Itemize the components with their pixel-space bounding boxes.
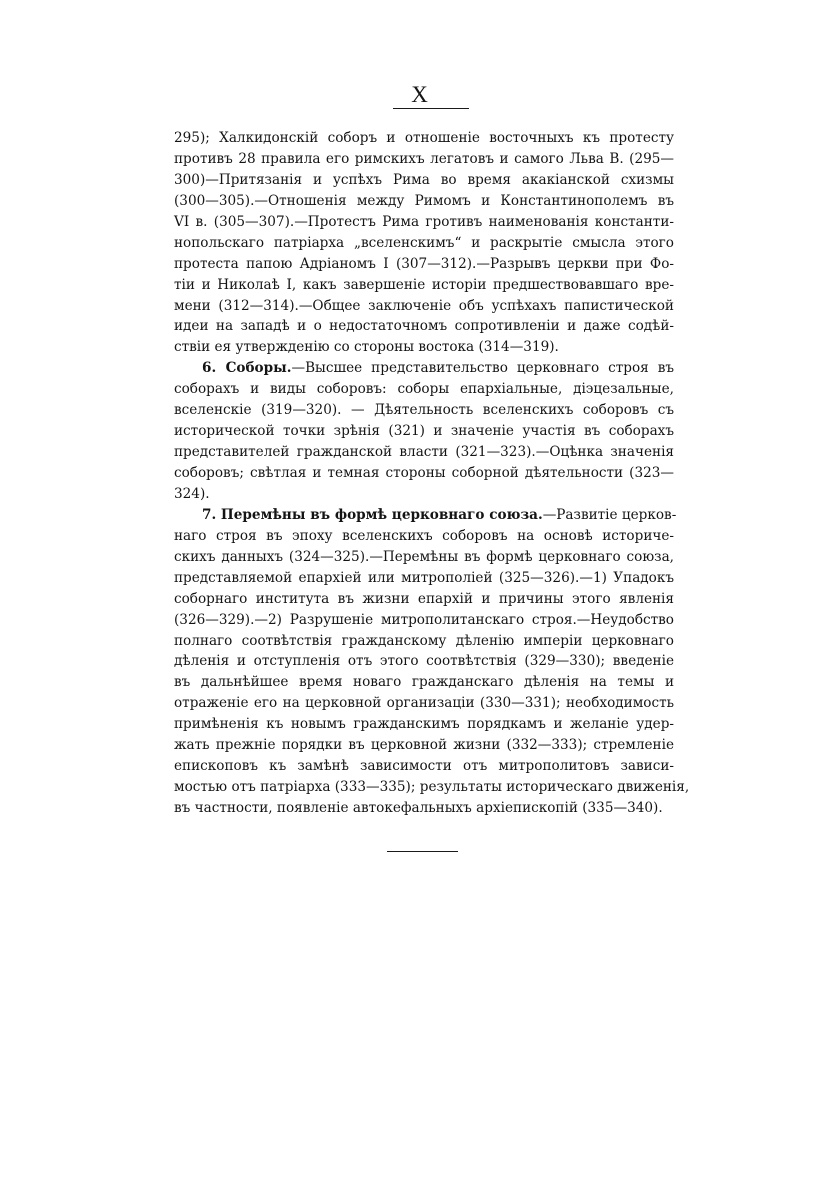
body-text: [174, 128, 690, 819]
text-line: противъ 28 правила его римскихъ легатовъ и самого Льва В. (295—: [174, 150, 674, 167]
text-line: вселенскіе (319—320). — Дѣятельность вселенскихъ соборовъ съ: [174, 402, 674, 419]
header-rule: [393, 108, 469, 109]
text-line: [174, 358, 674, 379]
text-line: протеста папою Адріаномъ I (307—312).—Разрывъ церкви при Фо-: [174, 255, 674, 272]
text-line: скихъ данныхъ (324—325).—Перемѣны въ формѣ церковнаго союза,: [174, 548, 674, 565]
text-line: полнаго соотвѣтствія гражданскому дѣленію имперіи церковнаго: [174, 632, 674, 649]
page-header: [0, 82, 840, 108]
paragraph-sobory: [174, 358, 674, 505]
text-line: VI в. (305—307).—Протестъ Рима гротивъ наименованія константи-: [174, 213, 674, 230]
text-line: тіи и Николаѣ I, какъ завершеніе исторіи предшествовавшаго вре-: [174, 276, 674, 293]
text-line: исторической точки зрѣнія (321) и значеніе участія въ соборахъ: [174, 423, 674, 440]
paragraph-lead: —Развитіе церков-: [542, 506, 677, 523]
text-line: въ частности, появленіе автокефальныхъ архіепископій (335—340).: [174, 800, 663, 816]
paragraph-heading: 7. Перемѣны въ формѣ церковнаго союза.: [202, 506, 543, 523]
text-line: мени (312—314).—Общее заключеніе объ успѣхахъ папистической: [174, 297, 674, 314]
text-line: (326—329).—2) Разрушеніе митрополитанскаго строя.—Неудобство: [174, 611, 674, 628]
text-line: наго строя въ эпоху вселенскихъ соборовъ на основѣ историче-: [174, 527, 674, 544]
text-line: (300—305).—Отношенія между Римомъ и Константинополемъ въ: [174, 192, 674, 209]
text-line: представляемой епархіей или митрополіей (325—326).—1) Упадокъ: [174, 569, 674, 586]
text-line: ствіи ея утвержденію со стороны востока (314—319).: [174, 339, 559, 356]
text-line: соборовъ; свѣтлая и темная стороны соборной дѣятельности (323—: [174, 465, 674, 481]
page-number: X: [411, 82, 429, 107]
text-line: [174, 505, 677, 526]
text-line: 324).: [174, 485, 210, 502]
text-line: примѣненія къ новымъ гражданскимъ порядкамъ и желаніе удер-: [174, 716, 674, 733]
text-line: соборнаго института въ жизни епархій и причины этого явленія: [174, 590, 674, 607]
text-line: въ дальнѣйшее время новаго гражданскаго дѣленія на темы и: [174, 674, 674, 691]
text-line: жать прежніе порядки въ церковной жизни (332—333); стремленіе: [174, 737, 674, 754]
text-line: соборахъ и виды соборовъ: соборы епархіальные, діэцезальные,: [174, 381, 674, 398]
text-line: идеи на западѣ и о недостаточномъ сопротивленіи и даже содѣй-: [174, 318, 674, 335]
text-line: нопольскаго патріарха „вселенскимъ“ и раскрытіе смысла этого: [174, 234, 674, 251]
text-line: мостью отъ патріарха (333—335); результаты историческаго движенія,: [174, 779, 690, 796]
paragraph-peremeny: [174, 505, 690, 819]
paragraph-heading: 6. Соборы.: [202, 360, 292, 377]
paragraph-continuation: [174, 128, 674, 358]
text-line: дѣленія и отступленія отъ этого соотвѣтствія (329—330); введеніе: [174, 653, 674, 670]
text-line: отраженіе его на церковной организаціи (330—331); необходимость: [174, 695, 674, 712]
text-line: епископовъ къ замѣнѣ зависимости отъ митрополитовъ зависи-: [174, 758, 674, 775]
text-line: 300)—Притязанія и успѣхъ Рима во время акакіанской схизмы: [174, 171, 674, 188]
text-line: 295); Халкидонскій соборъ и отношеніе восточныхъ къ протесту: [174, 130, 674, 146]
text-line: представителей гражданской власти (321—323).—Оцѣнка значенія: [174, 444, 674, 461]
paragraph-lead: —Высшее представительство церковнаго строя въ: [291, 360, 674, 377]
end-rule: [387, 851, 458, 852]
